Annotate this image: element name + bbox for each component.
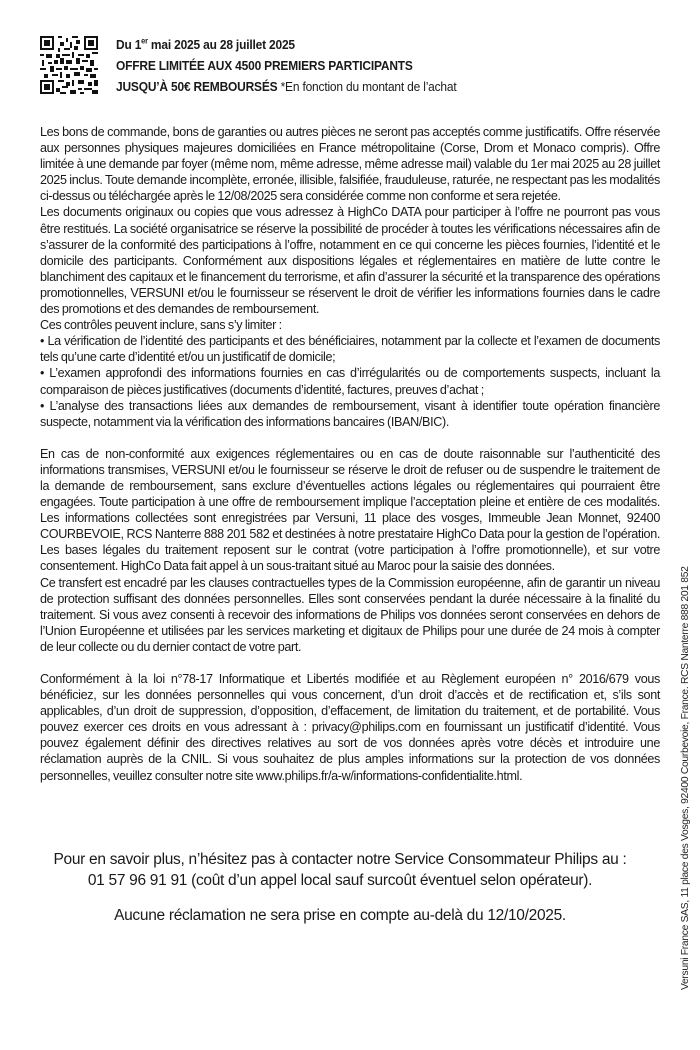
refund-amount-note: *En fonction du montant de l’achat: [277, 79, 457, 94]
contact-footer: [40, 849, 640, 926]
terms-body: [40, 124, 660, 784]
offer-limit: OFFRE LIMITÉE AUX 4500 PREMIERS PARTICIPANTS: [116, 58, 413, 73]
terms-bullet-2: • L’examen approfondi des informations fournies en cas d’irrégularités ou de comportements suspects, incluant la comparaison de pièces justificatives (documents d’identité, factures, preuves d’achat ;: [40, 365, 660, 397]
header-lines: [116, 34, 676, 97]
offer-period-suffix: mai 2025 au 28 juillet 2025: [147, 37, 295, 52]
terms-paragraph-3: Ces contrôles peuvent inclure, sans s’y limiter :: [40, 318, 282, 333]
claim-deadline: Aucune réclamation ne sera prise en compte au-delà du 12/10/2025.: [114, 907, 566, 924]
terms-bullet-1: • La vérification de l’identité des participants et des bénéficiaires, notamment par la collecte et l’examen de documents tels qu’une carte d’identité et/ou un justificatif de domicile;: [40, 333, 660, 365]
contact-line-1: Pour en savoir plus, n’hésitez pas à contacter notre Service Consommateur Philips au :: [53, 851, 627, 868]
offer-period-sup: er: [141, 36, 148, 46]
terms-paragraph-4: En cas de non-conformité aux exigences réglementaires ou en cas de doute raisonnable sur l’authenticité des informations transmises, VERSUNI et/ou le fournisseur se réserve le droit de refuser ou de suspendre le traitement de la demande de remboursement, sans exclure d’éventuelles actions légales ou réglementaires qui pourraient être engagées. Toute participation à une offre de remboursement implique l’acceptation pleine et entière de ces modalités. Les informations collectées sont enregistrées par Versuni, 11 place des vosges, Immeuble Jean Monnet, 92400 COURBEVOIE, RCS Nanterre 888 201 582 et destinées à notre prestataire HighCo Data pour la gestion de l’opération. Les bases légales du traitement reposent sur le contrat (votre participation à l’offre promotionnelle), et sur votre consentement. HighCo Data fait appel à un sous-traitant situé au Maroc pour la saisie des données.: [40, 446, 660, 574]
contact-line-2: 01 57 96 91 91 (coût d’un appel local sauf surcoût éventuel selon opérateur).: [87, 872, 593, 889]
terms-paragraph-5: Ce transfert est encadré par les clauses contractuelles types de la Commission européenne, afin de garantir un niveau de protection suffisant des données personnelles. Elles sont conservées pendant la durée nécessaire à la finalité du traitement. Si vous avez consenti à recevoir des informations de Philips vos données seront conservées en dehors de l’Union Européenne et utilisées par les services marketing et digitaux de Philips pour une durée de 24 mois à compter de leur collecte ou du dernier contact de votre part.: [40, 575, 660, 654]
terms-paragraph-1: Les bons de commande, bons de garanties ou autres pièces ne seront pas acceptés comme justificatifs. Offre réservée aux personnes physiques majeures domiciliées en France métropolitaine (Corse, Drom et Monaco compris). Offre limitée à une demande par foyer (même nom, même adresse, même adresse mail) valable du 1er mai 2025 au 28 juillet 2025 inclus. Toute demande incomplète, erronée, illisible, falsifiée, frauduleuse, raturée, ne respectant pas les modalités ci-dessus ou téléchargée après le 12/08/2025 sera considérée comme non conforme et sera rejetée.: [40, 125, 660, 204]
terms-paragraph-2: Les documents originaux ou copies que vous adressez à HighCo DATA pour participer à l’offre ne pourront pas vous être restitués. La société organisatrice se réserve la possibilité de procéder à toutes les vérifications nécessaires afin de s’assurer de la conformité des participations à l’offre, notamment en ce qui concerne les pièces fournies, l’identité et le domicile des participants. Conformément aux dispositions légales et réglementaires en matière de lutte contre le blanchiment des capitaux et le financement du terrorisme, et afin d’assurer la sécurité et la transparence des opérations promotionnelles, VERSUNI et/ou le fournisseur se réservent le droit de vérifier les informations fournies dans le cadre des promotions et des demandes de remboursement.: [40, 205, 660, 317]
side-legal-notice: Versuni France SAS, 11 place des Vosges, 92400 Courbevoie, France. RCS Nanterre 888 201 852: [680, 566, 691, 990]
paragraph-gap: [40, 430, 660, 446]
terms-paragraph-6: Conformément à la loi n°78-17 Informatique et Libertés modifiée et au Règlement européen n° 2016/679 vous bénéficiez, sur les données personnelles qui vous concernent, d’un droit d’accès et de rectification et, s’ils sont applicables, d’un droit de suppression, d’opposition, d’effacement, de limitation du traitement, et de portabilité. Vous pouvez exercer ces droits en vous adressant à : privacy@philips.com en fournissant un justificatif d’identité. Vous pouvez également définir des directives relatives au sort de vos données après votre décès et introduire une réclamation auprès de la CNIL. Si vous souhaitez de plus amples informations sur la protection de vos données personnelles, veuillez consulter notre site www.philips.fr/a-w/informations-confidentialite.html.: [40, 672, 660, 783]
refund-amount-bold: JUSQU’À 50€ REMBOURSÉS: [116, 79, 278, 94]
terms-bullet-3: • L’analyse des transactions liées aux demandes de remboursement, visant à identifier toute opération financière suspecte, notamment via la vérification des informations bancaires (IBAN/BIC).: [40, 398, 660, 430]
offer-header: [40, 34, 660, 104]
qr-code-icon[interactable]: [40, 36, 98, 94]
offer-period-prefix: Du 1: [116, 37, 142, 52]
offer-period: [116, 34, 631, 55]
refund-amount: [116, 76, 631, 97]
paragraph-gap: [40, 655, 660, 671]
